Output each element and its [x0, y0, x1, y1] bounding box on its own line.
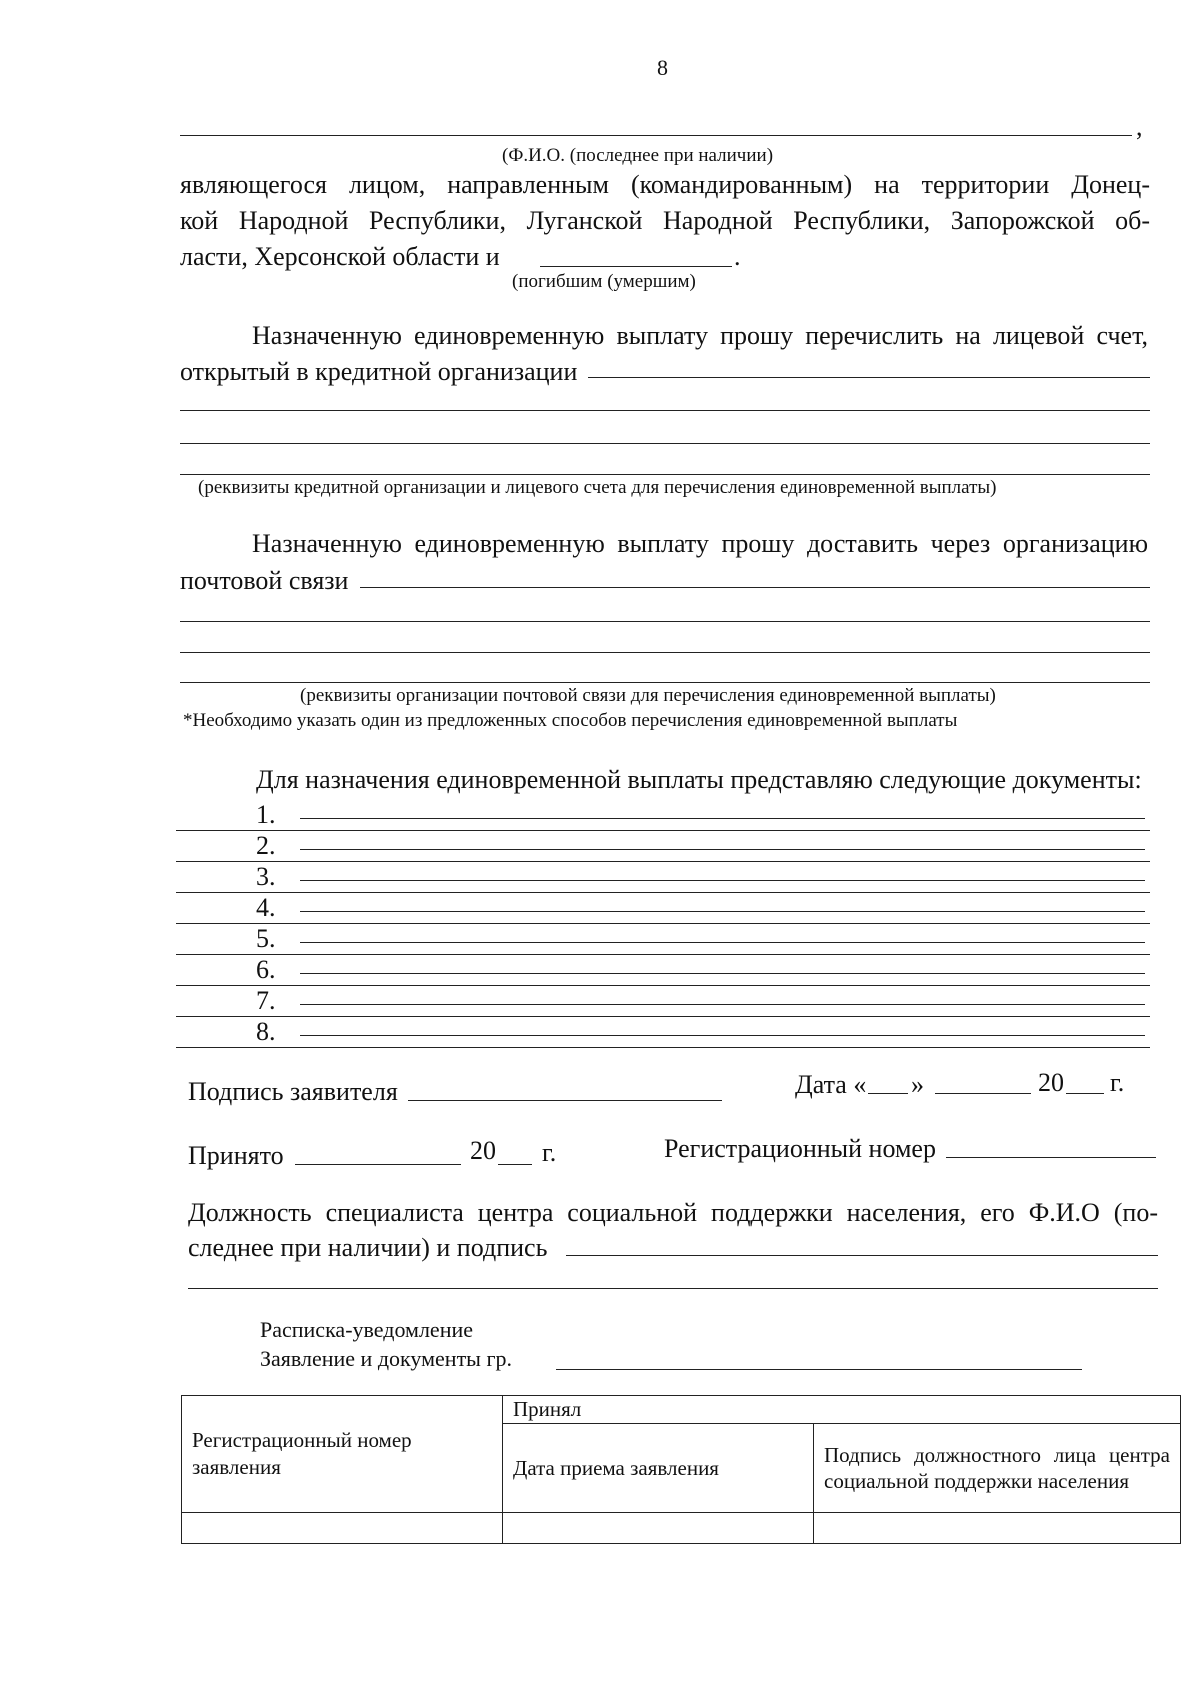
receipt-title: Расписка-уведомление	[260, 1317, 474, 1342]
accepted-by-header: Принял	[503, 1396, 1181, 1424]
post-field-2[interactable]	[180, 621, 1150, 622]
document-number: 3.	[256, 862, 276, 891]
date-label: Дата «	[795, 1070, 867, 1099]
document-field[interactable]	[300, 1004, 1145, 1005]
bank-field-4[interactable]	[180, 474, 1150, 475]
accepted-year-field[interactable]	[498, 1164, 532, 1165]
document-number: 7.	[256, 986, 276, 1015]
bank-caption: (реквизиты кредитной организации и лицевого счета для перечисления единовременной выплаты)	[198, 477, 997, 498]
reg-number-cell[interactable]	[182, 1513, 503, 1544]
page-number: 8	[657, 55, 668, 80]
post-field-3[interactable]	[180, 652, 1150, 653]
document-field[interactable]	[300, 880, 1145, 881]
receipt-date-cell[interactable]	[503, 1513, 814, 1544]
accepted-year-suffix: г.	[542, 1138, 557, 1167]
date-year-suffix: г.	[1110, 1068, 1125, 1097]
document-underline	[176, 892, 1150, 893]
registration-number-label: Регистрационный номер	[664, 1134, 936, 1163]
documents-heading: Для назначения единовременной выплаты представляю следующие документы:	[256, 765, 1142, 794]
date-year-prefix: 20	[1038, 1068, 1064, 1097]
post-line-1: Назначенную единовременную выплату прошу доставить через организацию	[252, 529, 1148, 558]
document-field[interactable]	[300, 973, 1145, 974]
reg-number-header: Регистрационный номер заявления	[182, 1396, 503, 1513]
bank-line-1: Назначенную единовременную выплату прошу перечислить на лицевой счет,	[252, 321, 1148, 350]
document-number: 6.	[256, 955, 276, 984]
fio-caption: (Ф.И.О. (последнее при наличии)	[502, 145, 774, 166]
specialist-field-1[interactable]	[566, 1255, 1158, 1256]
post-field-4[interactable]	[180, 682, 1150, 683]
document-field[interactable]	[300, 1035, 1145, 1036]
intro-line-1: являющегося лицом, направленным (командированным) на территории Донец-	[180, 170, 1150, 199]
document-underline	[176, 1016, 1150, 1017]
date-quote-close: »	[911, 1070, 924, 1099]
document-underline	[176, 830, 1150, 831]
document-number: 1.	[256, 800, 276, 829]
document-field[interactable]	[300, 849, 1145, 850]
document-underline	[176, 1047, 1150, 1048]
bank-field-2[interactable]	[180, 410, 1150, 411]
document-underline	[176, 954, 1150, 955]
accepted-year-prefix: 20	[470, 1136, 496, 1165]
bank-field-1[interactable]	[588, 377, 1150, 378]
document-field[interactable]	[300, 818, 1145, 819]
receipt-date-header: Дата приема заявления	[503, 1424, 814, 1513]
date-day-field[interactable]	[868, 1093, 908, 1094]
applicant-signature-field[interactable]	[408, 1100, 722, 1101]
bank-line-2: открытый в кредитной организации	[180, 357, 578, 386]
receipt-table	[181, 1395, 1181, 1544]
intro-line-3-dot: .	[734, 242, 741, 271]
registration-number-field[interactable]	[946, 1157, 1156, 1158]
fio-comma: ,	[1136, 112, 1143, 141]
document-field[interactable]	[300, 942, 1145, 943]
intro-line-3: ласти, Херсонской области и	[180, 242, 500, 271]
date-year-field[interactable]	[1066, 1093, 1104, 1094]
document-number: 5.	[256, 924, 276, 953]
accepted-label: Принято	[188, 1141, 284, 1170]
specialist-field-2[interactable]	[188, 1288, 1158, 1289]
date-month-field[interactable]	[935, 1093, 1031, 1094]
document-number: 2.	[256, 831, 276, 860]
document-number: 4.	[256, 893, 276, 922]
bank-field-3[interactable]	[180, 443, 1150, 444]
payment-note: *Необходимо указать один из предложенных способов перечисления единовременной выплаты	[183, 710, 958, 731]
post-caption: (реквизиты организации почтовой связи для перечисления единовременной выплаты)	[300, 685, 996, 706]
post-field-1[interactable]	[360, 587, 1150, 588]
specialist-line-1: Должность специалиста центра социальной поддержки населения, его Ф.И.О (по-	[188, 1198, 1158, 1227]
document-underline	[176, 985, 1150, 986]
document-underline	[176, 861, 1150, 862]
receipt-docs-label: Заявление и документы гр.	[260, 1346, 512, 1371]
document-underline	[176, 923, 1150, 924]
post-line-2: почтовой связи	[180, 566, 349, 595]
accepted-date-field[interactable]	[295, 1164, 461, 1165]
deceased-caption: (погибшим (умершим)	[512, 271, 696, 292]
document-number: 8.	[256, 1017, 276, 1046]
receipt-citizen-field[interactable]	[556, 1369, 1082, 1370]
intro-line-2: кой Народной Республики, Луганской Народной Республики, Запорожской об-	[180, 206, 1150, 235]
fio-line	[180, 135, 1132, 136]
official-signature-cell[interactable]	[814, 1513, 1181, 1544]
official-signature-header: Подпись должностного лица центра социальной поддержки населения	[814, 1424, 1181, 1513]
document-field[interactable]	[300, 911, 1145, 912]
applicant-signature-label: Подпись заявителя	[188, 1077, 398, 1106]
deceased-field[interactable]	[540, 266, 732, 267]
specialist-line-2: следнее при наличии) и подпись	[188, 1233, 548, 1262]
